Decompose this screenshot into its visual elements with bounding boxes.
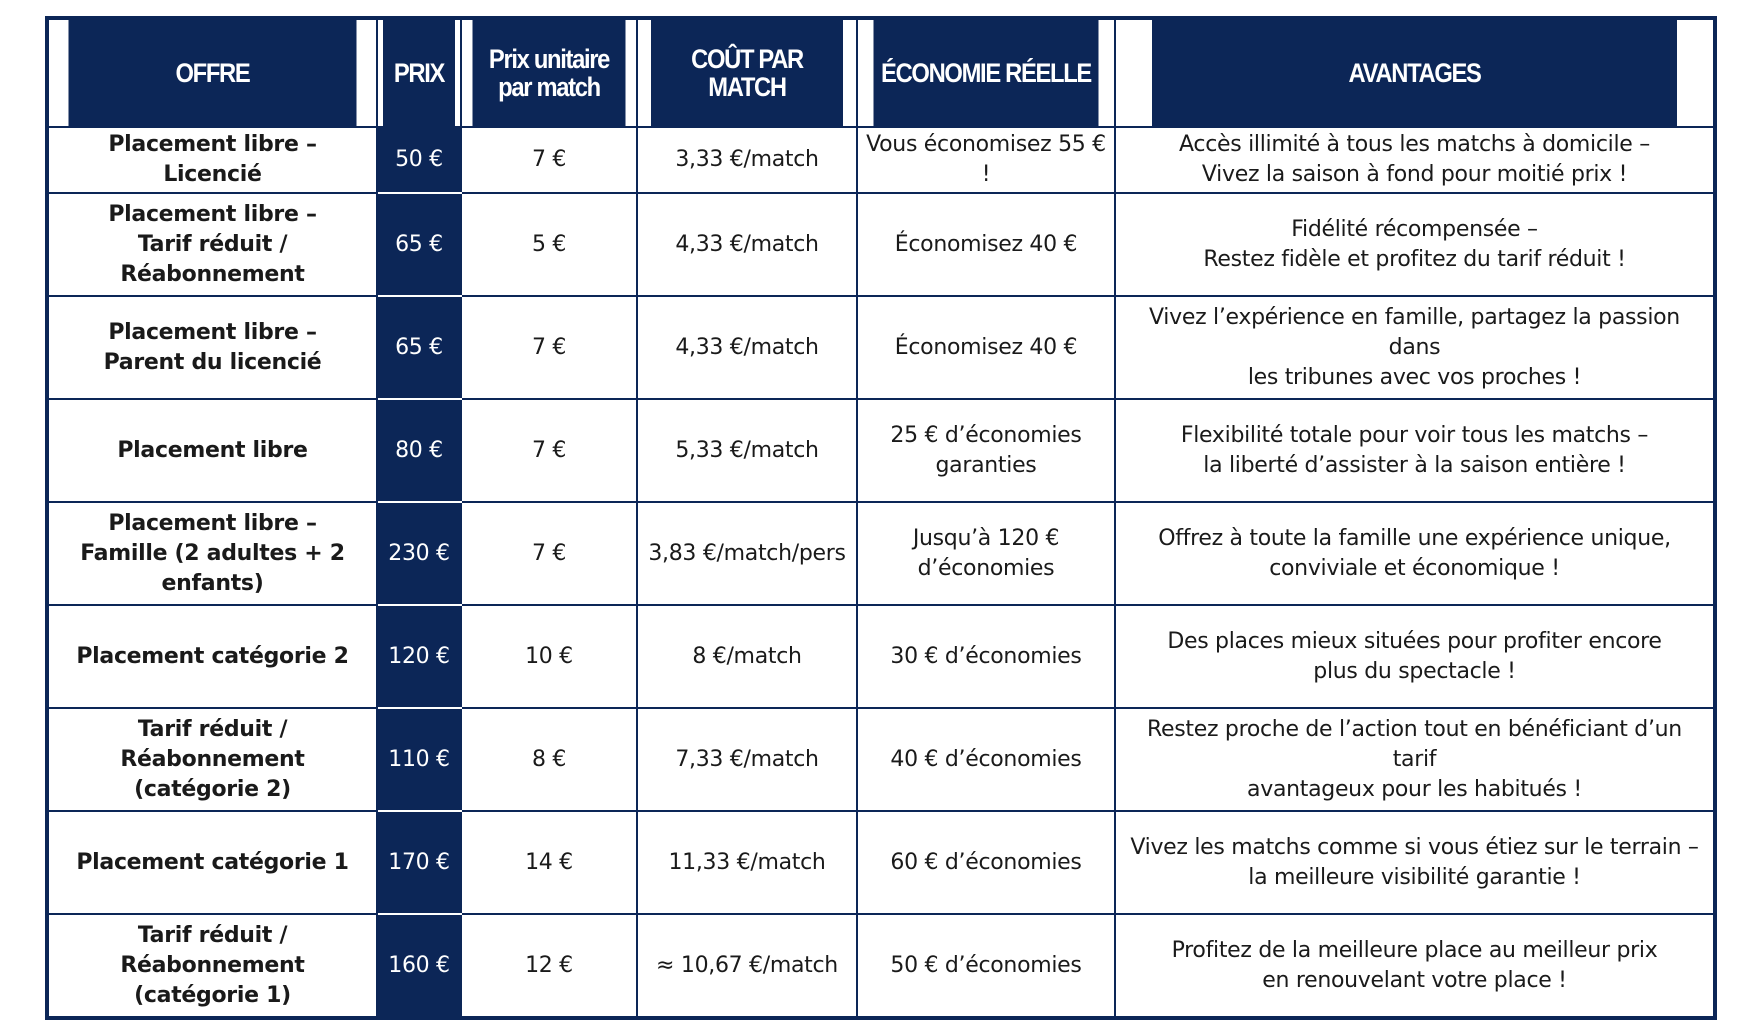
offer-line: Parent du licencié (103, 349, 322, 375)
savings-line: d’économies (917, 555, 1055, 581)
benefits-line: Restez fidèle et profitez du tarif réduit ! (1203, 246, 1626, 272)
cost-per-match-cell: 8 €/match (637, 605, 857, 708)
unit-price-cell: 7 € (461, 502, 637, 605)
benefits-cell (1115, 605, 1715, 708)
savings-line: garanties (935, 452, 1037, 478)
table-row (47, 193, 1715, 296)
savings-cell (857, 399, 1115, 502)
table-row (47, 914, 1715, 1018)
header-benefits: AVANTAGES (1151, 18, 1679, 127)
header-offer: OFFRE (67, 18, 357, 127)
unit-price-cell: 5 € (461, 193, 637, 296)
benefits-line: plus du spectacle ! (1313, 658, 1516, 684)
benefits-cell (1115, 296, 1715, 399)
offer-cell (47, 193, 377, 296)
offer-line: Tarif réduit / Réabonnement (120, 922, 305, 978)
unit-price-cell: 7 € (461, 127, 637, 193)
savings-line: Vous économisez 55 € ! (866, 132, 1106, 187)
price-cell: 160 € (377, 914, 461, 1018)
benefits-line: Vivez l’expérience en famille, partagez la passion dans (1149, 304, 1680, 360)
unit-price-cell: 7 € (461, 296, 637, 399)
unit-price-cell: 10 € (461, 605, 637, 708)
price-cell: 65 € (377, 193, 461, 296)
savings-cell (857, 296, 1115, 399)
benefits-cell (1115, 811, 1715, 914)
unit-price-cell: 14 € (461, 811, 637, 914)
benefits-cell (1115, 708, 1715, 811)
offer-line: Placement catégorie 1 (76, 849, 349, 875)
savings-cell (857, 605, 1115, 708)
savings-cell (857, 193, 1115, 296)
savings-cell (857, 914, 1115, 1018)
savings-line: 60 € d’économies (890, 849, 1082, 875)
cost-per-match-cell: ≈ 10,67 €/match (637, 914, 857, 1018)
table-row (47, 605, 1715, 708)
price-cell: 230 € (377, 502, 461, 605)
benefits-cell (1115, 193, 1715, 296)
header-unit-price-line2: par match (498, 72, 600, 102)
offer-line: Tarif réduit / Réabonnement (120, 231, 305, 287)
unit-price-cell: 7 € (461, 399, 637, 502)
cost-per-match-cell: 3,83 €/match/pers (637, 502, 857, 605)
price-cell: 80 € (377, 399, 461, 502)
benefits-line: en renouvelant votre place ! (1262, 967, 1567, 993)
price-cell: 120 € (377, 605, 461, 708)
benefits-line: Des places mieux situées pour profiter encore (1167, 628, 1662, 654)
offer-cell (47, 296, 377, 399)
savings-cell (857, 502, 1115, 605)
savings-cell (857, 708, 1115, 811)
header-real-savings: ÉCONOMIE RÉELLE (872, 18, 1099, 127)
header-unit-price (472, 18, 627, 127)
benefits-line: Restez proche de l’action tout en bénéficiant d’un tarif (1147, 716, 1682, 772)
benefits-line: les tribunes avec vos proches ! (1247, 364, 1582, 390)
offer-line: (catégorie 2) (134, 776, 291, 802)
savings-cell (857, 127, 1115, 193)
offer-line: Placement libre – (108, 132, 317, 157)
offer-line: Placement libre (117, 437, 308, 463)
offer-cell (47, 605, 377, 708)
benefits-line: Vivez les matchs comme si vous étiez sur le terrain – (1130, 834, 1699, 860)
offer-line: Licencié (163, 162, 262, 187)
offer-cell (47, 811, 377, 914)
offer-line: Tarif réduit / Réabonnement (120, 716, 305, 772)
benefits-line: avantageux pour les habitués ! (1247, 776, 1582, 802)
offer-cell (47, 914, 377, 1018)
benefits-cell (1115, 399, 1715, 502)
benefits-line: Flexibilité totale pour voir tous les matchs – (1180, 422, 1649, 448)
benefits-line: la meilleure visibilité garantie ! (1248, 864, 1581, 890)
header-cost-per-match: COÛT PAR MATCH (650, 18, 844, 127)
savings-line: 50 € d’économies (890, 952, 1082, 978)
offer-line: (catégorie 1) (134, 982, 291, 1008)
header-unit-price-line1: Prix unitaire (488, 44, 610, 74)
price-cell: 65 € (377, 296, 461, 399)
header-row (47, 18, 1715, 127)
price-cell: 50 € (377, 127, 461, 193)
pricing-table (45, 16, 1717, 1020)
offer-cell (47, 399, 377, 502)
savings-cell (857, 811, 1115, 914)
table-row (47, 811, 1715, 914)
benefits-cell (1115, 502, 1715, 605)
savings-line: 25 € d’économies (890, 422, 1082, 448)
table-row (47, 502, 1715, 605)
table-row (47, 127, 1715, 193)
savings-line: Économisez 40 € (894, 334, 1078, 360)
benefits-cell (1115, 127, 1715, 193)
table-header (47, 18, 1715, 127)
offer-line: Placement catégorie 2 (76, 643, 349, 669)
benefits-line: Vivez la saison à fond pour moitié prix ! (1201, 162, 1628, 187)
benefits-line: Offrez à toute la famille une expérience unique, (1158, 525, 1671, 551)
cost-per-match-cell: 7,33 €/match (637, 708, 857, 811)
unit-price-cell: 12 € (461, 914, 637, 1018)
offer-line: Placement libre – (108, 201, 317, 227)
benefits-line: Accès illimité à tous les matchs à domicile – (1179, 132, 1650, 157)
offer-line: Placement libre – (108, 510, 317, 536)
offer-cell (47, 127, 377, 193)
cost-per-match-cell: 3,33 €/match (637, 127, 857, 193)
header-price: PRIX (382, 18, 456, 127)
price-cell: 170 € (377, 811, 461, 914)
price-cell: 110 € (377, 708, 461, 811)
cost-per-match-cell: 5,33 €/match (637, 399, 857, 502)
savings-line: Jusqu’à 120 € (912, 525, 1060, 551)
savings-line: 30 € d’économies (890, 643, 1082, 669)
offer-cell (47, 708, 377, 811)
table-row (47, 399, 1715, 502)
table-row (47, 296, 1715, 399)
cost-per-match-cell: 4,33 €/match (637, 193, 857, 296)
benefits-line: Profitez de la meilleure place au meilleur prix (1171, 937, 1658, 963)
offer-line: Placement libre – (108, 319, 317, 345)
table-row (47, 708, 1715, 811)
benefits-line: conviviale et économique ! (1269, 555, 1560, 581)
table-body (47, 127, 1715, 1018)
savings-line: Économisez 40 € (894, 231, 1078, 257)
benefits-line: la liberté d’assister à la saison entière ! (1203, 452, 1626, 478)
savings-line: 40 € d’économies (890, 746, 1082, 772)
benefits-cell (1115, 914, 1715, 1018)
offer-cell (47, 502, 377, 605)
cost-per-match-cell: 11,33 €/match (637, 811, 857, 914)
unit-price-cell: 8 € (461, 708, 637, 811)
benefits-line: Fidélité récompensée – (1291, 216, 1538, 242)
offer-line: Famille (2 adultes + 2 enfants) (80, 540, 345, 596)
cost-per-match-cell: 4,33 €/match (637, 296, 857, 399)
